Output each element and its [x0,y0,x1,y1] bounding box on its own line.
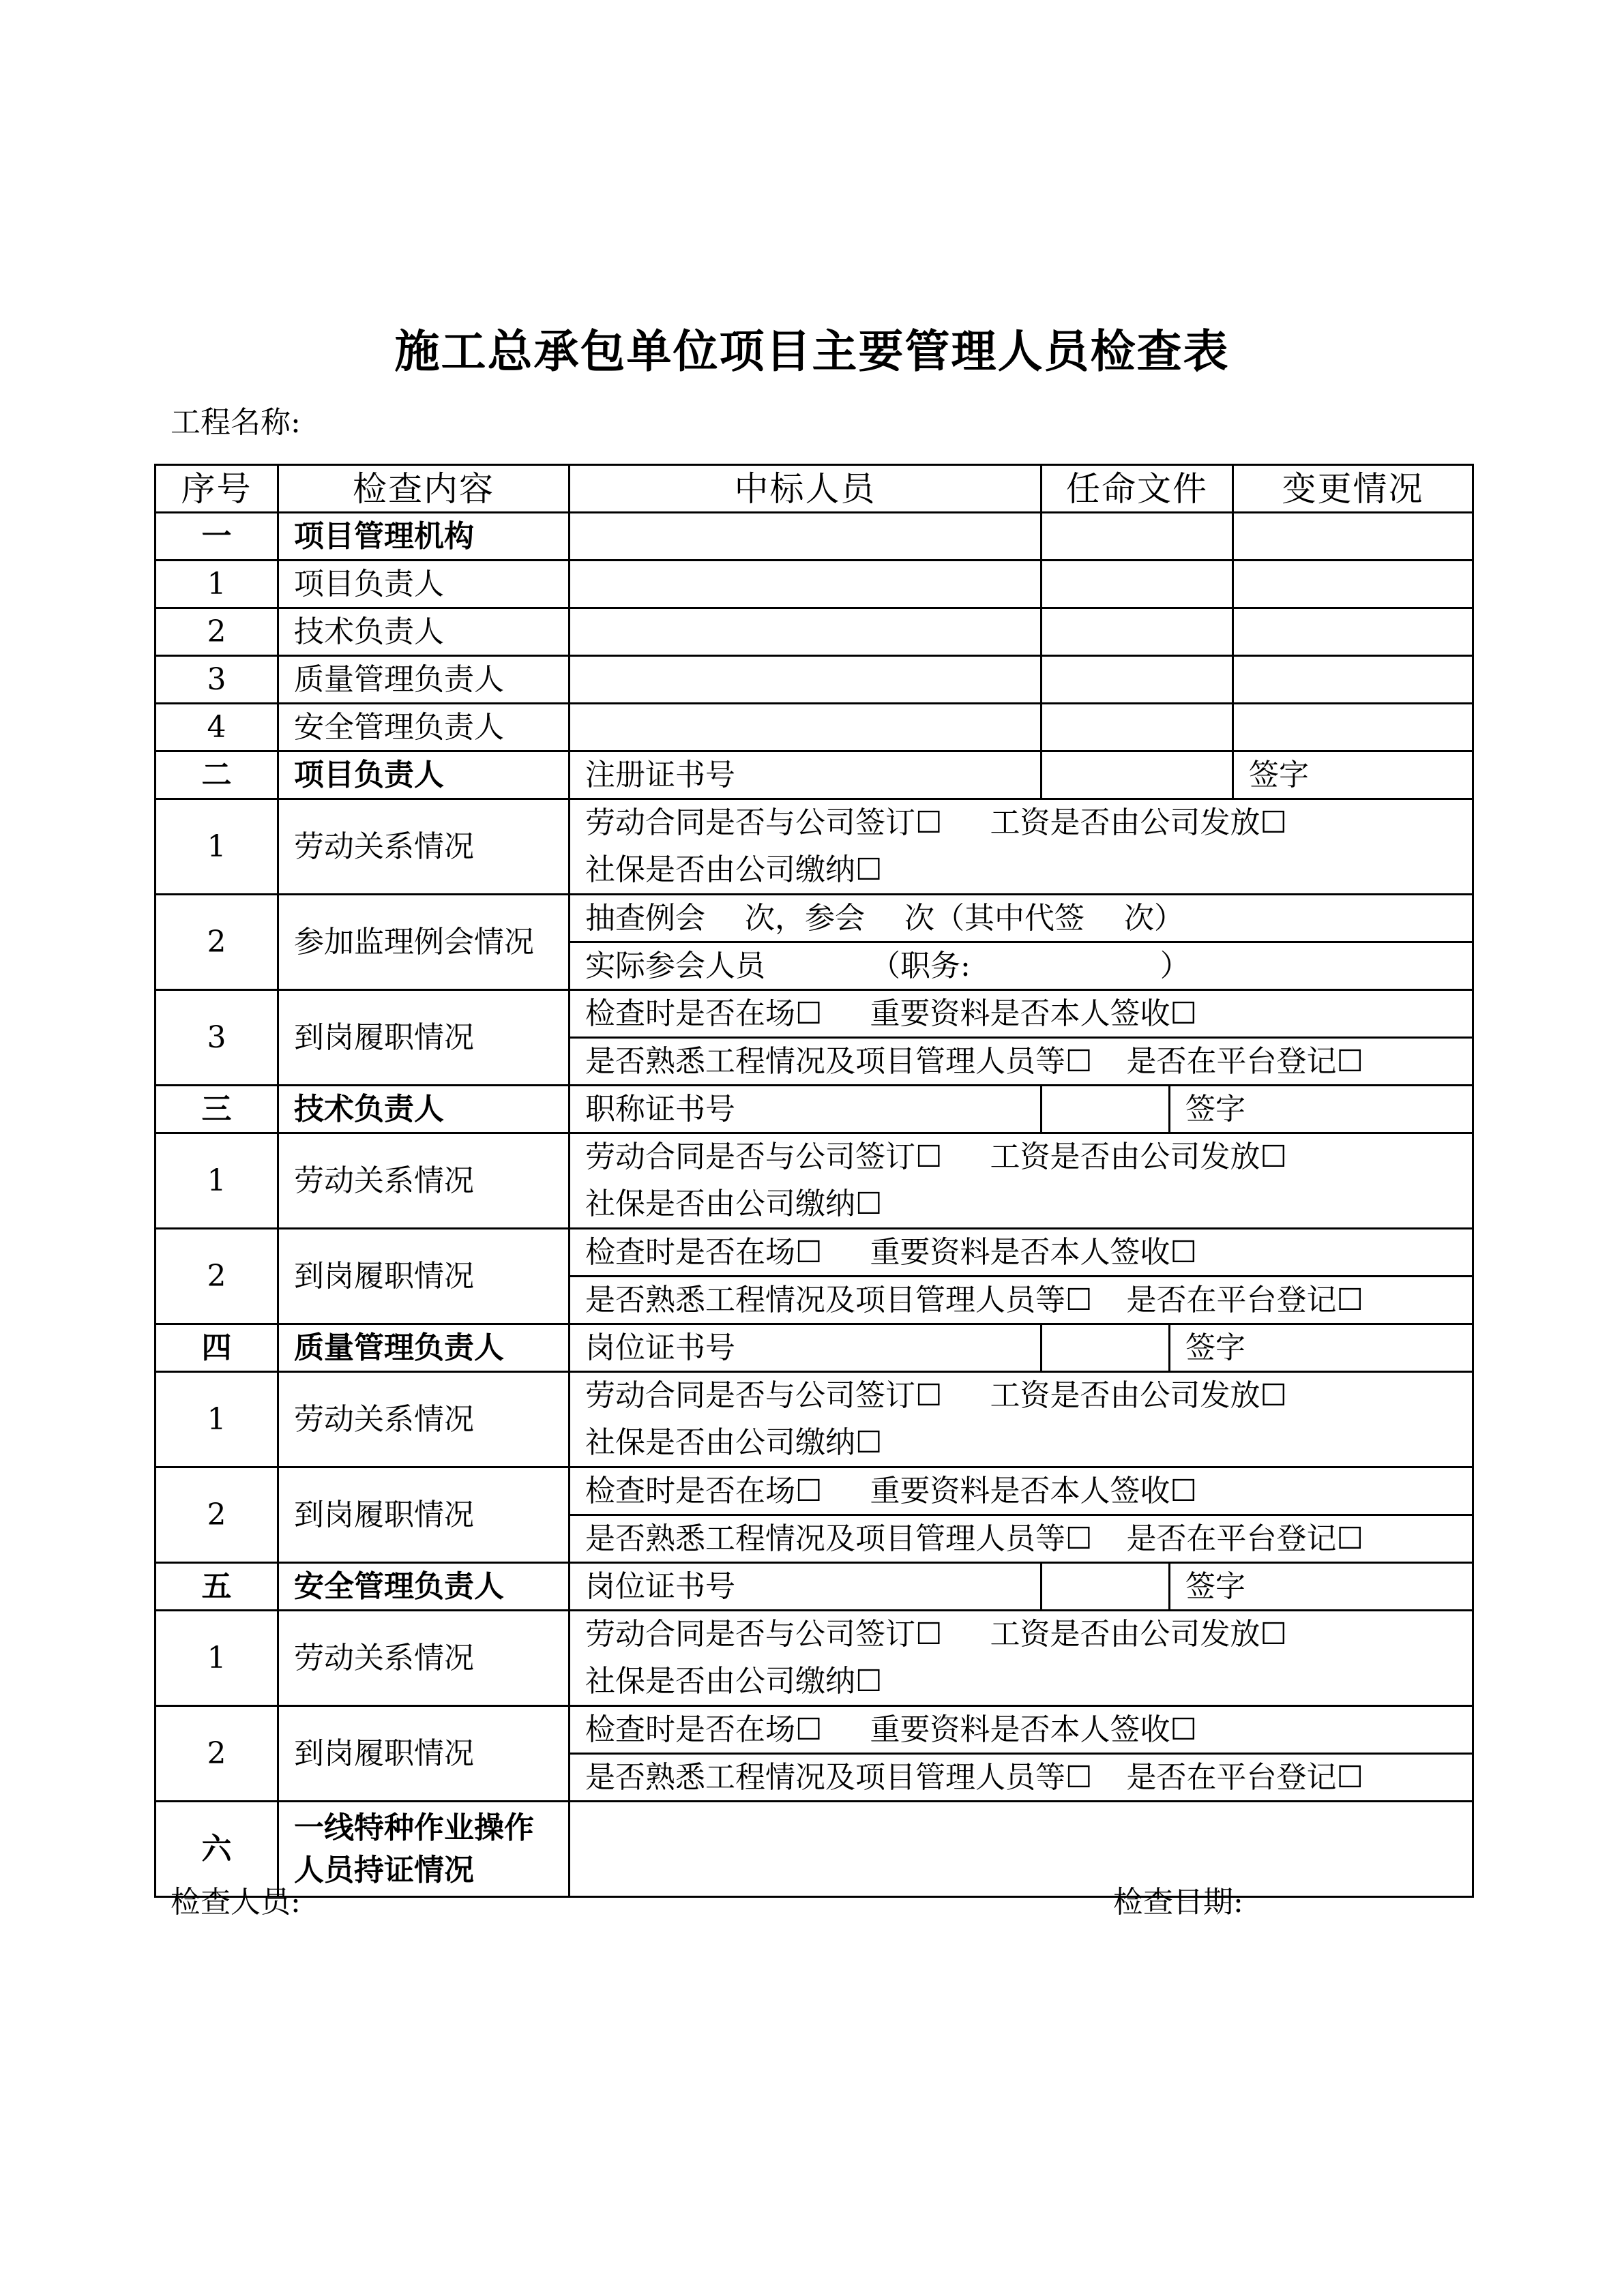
change-cell[interactable] [1233,561,1473,608]
row-no: 1 [156,1133,278,1229]
check-line: 社保是否由公司缴纳☐ [570,1181,1473,1229]
check-line: 社保是否由公司缴纳☐ [570,847,1473,895]
table-row [156,1467,1473,1515]
inspector-label: 检查人员: [171,1885,301,1920]
table-row [156,1706,1473,1754]
row-item: 技术负责人 [278,608,570,656]
table-row [156,1802,1473,1897]
attendee-line: 实际参会人员 （职务: ） [570,942,1473,990]
row-item: 质量管理负责人 [278,656,570,704]
bidder-cell[interactable] [570,561,1042,608]
section-title: 质量管理负责人 [278,1324,570,1372]
cert-label: 注册证书号 [570,751,1042,799]
row-item: 安全管理负责人 [278,704,570,751]
section-title: 项目管理机构 [278,513,570,561]
table-row [156,1324,1473,1372]
header-bidder: 中标人员 [570,465,1042,513]
section-title: 安全管理负责人 [278,1563,570,1611]
meeting-count-line: 抽查例会 次，参会 次（其中代签 次） [570,895,1473,942]
check-line: 检查时是否在场☐ 重要资料是否本人签收☐ [570,1467,1473,1515]
row-item: 劳动关系情况 [278,799,570,895]
table-row [156,799,1473,847]
header-change: 变更情况 [1233,465,1473,513]
change-cell[interactable] [1233,513,1473,561]
table-row [156,1563,1473,1611]
row-no: 1 [156,799,278,895]
table-row [156,561,1473,608]
table-header-row [156,465,1473,513]
section-title: 项目负责人 [278,751,570,799]
project-name-label: 工程名称: [171,405,301,440]
cert-label: 职称证书号 [570,1086,1042,1133]
table-row [156,513,1473,561]
appointment-cell[interactable] [1042,561,1233,608]
check-line: 劳动合同是否与公司签订☐ 工资是否由公司发放☐ [570,1611,1473,1658]
table-row [156,1133,1473,1181]
cert-value-cell[interactable] [1042,751,1233,799]
row-item: 劳动关系情况 [278,1611,570,1706]
table-row [156,751,1473,799]
row-item: 参加监理例会情况 [278,895,570,990]
table-row [156,1086,1473,1133]
section-no: 五 [156,1563,278,1611]
row-no: 2 [156,608,278,656]
row-no: 1 [156,561,278,608]
page-title: 施工总承包单位项目主要管理人员检查表 [394,325,1230,378]
row-no: 2 [156,1706,278,1802]
bidder-cell[interactable] [570,704,1042,751]
cert-label: 岗位证书号 [570,1563,1042,1611]
table-row [156,895,1473,942]
change-cell[interactable] [1233,608,1473,656]
bidder-cell[interactable] [570,656,1042,704]
table-row [156,1611,1473,1658]
row-no: 3 [156,656,278,704]
row-no: 3 [156,990,278,1086]
cert-label: 岗位证书号 [570,1324,1042,1372]
section-no: 四 [156,1324,278,1372]
row-no: 1 [156,1372,278,1467]
table-row [156,608,1473,656]
signature-label: 签字 [1170,1324,1473,1372]
appointment-cell[interactable] [1042,656,1233,704]
check-line: 检查时是否在场☐ 重要资料是否本人签收☐ [570,1706,1473,1754]
appointment-cell[interactable] [1042,513,1233,561]
check-line: 劳动合同是否与公司签订☐ 工资是否由公司发放☐ [570,1372,1473,1420]
table-row [156,1229,1473,1277]
row-item: 劳动关系情况 [278,1372,570,1467]
section-no: 三 [156,1086,278,1133]
row-no: 1 [156,1611,278,1706]
check-line: 劳动合同是否与公司签订☐ 工资是否由公司发放☐ [570,1133,1473,1181]
table-row [156,1372,1473,1420]
row-item: 到岗履职情况 [278,990,570,1086]
header-item: 检查内容 [278,465,570,513]
row-item: 到岗履职情况 [278,1706,570,1802]
check-line: 检查时是否在场☐ 重要资料是否本人签收☐ [570,990,1473,1038]
row-no: 2 [156,1467,278,1563]
check-line: 是否熟悉工程情况及项目管理人员等☐ 是否在平台登记☐ [570,1277,1473,1324]
table-row [156,704,1473,751]
table-row [156,990,1473,1038]
header-no: 序号 [156,465,278,513]
table-row [156,656,1473,704]
section-no: 六 [156,1802,278,1897]
row-item: 到岗履职情况 [278,1467,570,1563]
section-no: 二 [156,751,278,799]
check-line: 检查时是否在场☐ 重要资料是否本人签收☐ [570,1229,1473,1277]
signature-label: 签字 [1170,1563,1473,1611]
section-no: 一 [156,513,278,561]
bidder-cell[interactable] [570,608,1042,656]
signature-label: 签字 [1233,751,1473,799]
bidder-cell[interactable] [570,513,1042,561]
cert-value-cell[interactable] [1042,1563,1170,1611]
row-no: 4 [156,704,278,751]
inspection-table [154,464,1474,1898]
row-no: 2 [156,1229,278,1324]
check-line: 社保是否由公司缴纳☐ [570,1658,1473,1706]
signature-label: 签字 [1170,1086,1473,1133]
change-cell[interactable] [1233,656,1473,704]
header-appointment: 任命文件 [1042,465,1233,513]
row-item: 项目负责人 [278,561,570,608]
row-no: 2 [156,895,278,990]
change-cell[interactable] [1233,704,1473,751]
appointment-cell[interactable] [1042,704,1233,751]
check-line: 是否熟悉工程情况及项目管理人员等☐ 是否在平台登记☐ [570,1754,1473,1802]
inspection-date-label: 检查日期: [1113,1885,1243,1920]
check-line: 社保是否由公司缴纳☐ [570,1420,1473,1467]
check-line: 是否熟悉工程情况及项目管理人员等☐ 是否在平台登记☐ [570,1515,1473,1563]
certification-cell[interactable] [570,1802,1473,1897]
section-title: 一线特种作业操作 人员持证情况 [278,1802,570,1897]
row-item: 到岗履职情况 [278,1229,570,1324]
cert-value-cell[interactable] [1042,1086,1170,1133]
section-title: 技术负责人 [278,1086,570,1133]
appointment-cell[interactable] [1042,608,1233,656]
cert-value-cell[interactable] [1042,1324,1170,1372]
check-line: 是否熟悉工程情况及项目管理人员等☐ 是否在平台登记☐ [570,1038,1473,1086]
row-item: 劳动关系情况 [278,1133,570,1229]
check-line: 劳动合同是否与公司签订☐ 工资是否由公司发放☐ [570,799,1473,847]
